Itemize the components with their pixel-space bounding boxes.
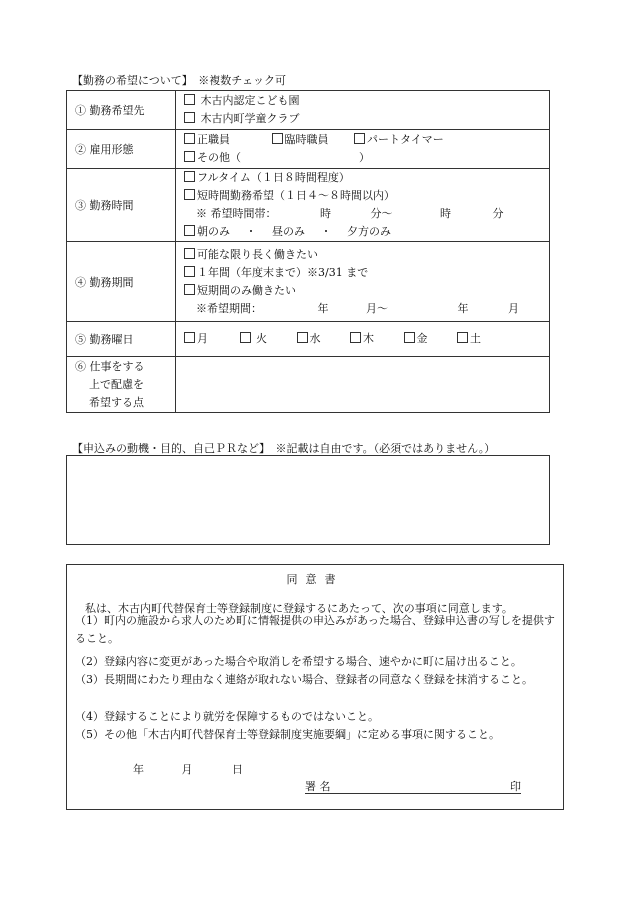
option-label: フルタイム（１日８時間程度） [197,171,350,184]
checkbox-icon[interactable] [184,284,195,295]
option-short-term[interactable] [184,282,549,300]
label-line: 希望する点 [89,395,144,409]
option-label: 可能な限り長く働きたい [197,247,318,261]
option-thursday[interactable] [350,332,374,345]
option-label: 正職員 [197,133,230,146]
hour-end: 時 [440,207,451,220]
hour-start: 時 [320,207,331,220]
consent-item-4: （4）登録することにより就労を保障するものではないこと。 [75,710,379,723]
seal-mark: 印 [510,780,521,793]
label-work-days: ⑤ 勤務曜日 [67,322,176,357]
checkbox-icon[interactable] [184,248,195,259]
checkbox-icon[interactable] [184,112,195,123]
consent-item-1: （1）町内の施設から求人のため町に情報提供の申込みがあった場合、登録申込書の写しを提供すること。 [75,614,555,645]
option-long-term[interactable] [184,246,549,264]
option-regular[interactable] [184,133,230,146]
day-label: 月 [197,332,208,345]
option-friday[interactable] [404,332,428,345]
checkbox-icon[interactable] [297,332,308,343]
row-considerations [67,357,550,413]
checkbox-icon[interactable] [350,332,361,343]
consent-item-5: （5）その他「木古内町代替保育士等登録制度実施要綱」に定める事項に関すること。 [75,728,500,741]
option-label: 臨時職員 [284,133,329,146]
checkbox-icon[interactable] [184,133,195,144]
option-label: パートタイマー [367,133,444,146]
label-line: 上で配慮を [89,377,144,391]
motive-textarea[interactable] [66,455,550,545]
checkbox-icon[interactable] [272,133,283,144]
date-line [133,761,243,777]
label-line: ⑥ 仕事をする [75,359,145,373]
consent-box [66,564,564,810]
option-temporary[interactable] [272,133,329,146]
option-label: 木古内町学童クラブ [200,112,300,125]
checkbox-icon[interactable] [184,225,195,236]
consent-item-2: （2）登録内容に変更があった場合や取消しを希望する場合、速やかに町に届け出ること。 [75,655,522,668]
day-label: 金 [416,332,428,345]
option-gakudo[interactable] [184,110,549,128]
option-other[interactable] [184,149,549,167]
checkbox-icon[interactable] [240,332,251,343]
checkbox-icon[interactable] [184,151,195,162]
signature-line[interactable] [305,778,521,794]
label-workplace: ① 勤務希望先 [67,91,176,130]
work-preference-table [66,90,550,413]
day-label: 水 [309,332,321,345]
signature-underline [305,793,521,794]
time-note: ※ 希望時間帯： [196,207,277,220]
row-work-days [67,322,550,357]
signature-label: 署 名 [305,780,331,793]
option-wednesday[interactable] [297,332,321,345]
day-label: 土 [470,332,481,345]
option-shorttime[interactable] [184,187,549,205]
row-work-period [67,242,550,322]
year-start: 年 [317,301,329,315]
checkbox-icon[interactable] [457,332,468,343]
paren-close: ） [359,151,370,164]
preferred-time-range [184,205,549,223]
label-considerations [67,357,176,413]
section-title-work-preferences: 【勤務の希望について】 ※複数チェック可 [72,74,286,87]
option-monday[interactable] [184,332,208,345]
checkbox-icon[interactable] [354,133,365,144]
option-label: １年間（年度末まで）※3/31 まで [197,265,369,279]
preferred-period [184,300,549,318]
date-year: 年 [133,763,144,776]
separator: ・ [245,225,257,238]
checkbox-icon[interactable] [184,189,195,200]
label-employment-type: ② 雇用形態 [67,130,176,169]
option-noon[interactable]: 昼のみ [272,225,305,238]
consent-item-3: （3）長期間にわたり理由なく連絡が取れない場合、登録者の同意なく登録を抹消すること。 [75,673,533,686]
consent-intro: 私は、木古内町代替保育士等登録制度に登録するにあたって、次の事項に同意します。 [85,602,513,615]
year-end: 年 [457,301,469,315]
checkbox-icon[interactable] [184,94,195,105]
day-label: 木 [363,332,374,345]
option-morning[interactable] [184,225,230,238]
checkbox-icon[interactable] [184,332,195,343]
considerations-field[interactable] [176,357,550,413]
option-label: 短期間のみ働きたい [197,283,296,297]
row-employment-type [67,130,550,169]
consent-title: 同意書 [286,573,344,586]
date-day: 日 [232,763,243,776]
option-fulltime[interactable] [184,169,549,187]
month-start: 月～ [366,301,388,315]
month-end: 月 [508,301,519,315]
row-workplace [67,91,550,130]
option-parttime[interactable] [354,133,444,146]
minute-start: 分～ [370,207,393,220]
label-work-hours: ③ 勤務時間 [67,169,176,242]
option-tuesday[interactable] [240,332,268,345]
separator: ・ [320,225,332,238]
option-one-year[interactable] [184,264,549,282]
minute-end: 分 [492,207,504,220]
day-label: 火 [256,332,267,345]
option-evening[interactable]: 夕方のみ [347,225,391,238]
row-work-hours [67,169,550,242]
option-saturday[interactable] [457,332,481,345]
checkbox-icon[interactable] [184,266,195,277]
checkbox-icon[interactable] [404,332,415,343]
option-label: 短時間勤務希望（１日４～８時間以内） [197,189,395,202]
checkbox-icon[interactable] [184,171,195,182]
label-work-period: ④ 勤務期間 [67,242,176,322]
option-label: 朝のみ [197,225,230,238]
motive-title: 【申込みの動機・目的、自己ＰＲなど】 ※記載は自由です。（必須ではありません。） [72,442,496,455]
option-label: 木古内認定こども園 [200,94,300,107]
period-note: ※希望期間： [196,301,262,315]
option-kodomoen[interactable] [184,92,549,110]
option-label: その他（ [197,151,241,164]
date-month: 月 [181,763,193,776]
